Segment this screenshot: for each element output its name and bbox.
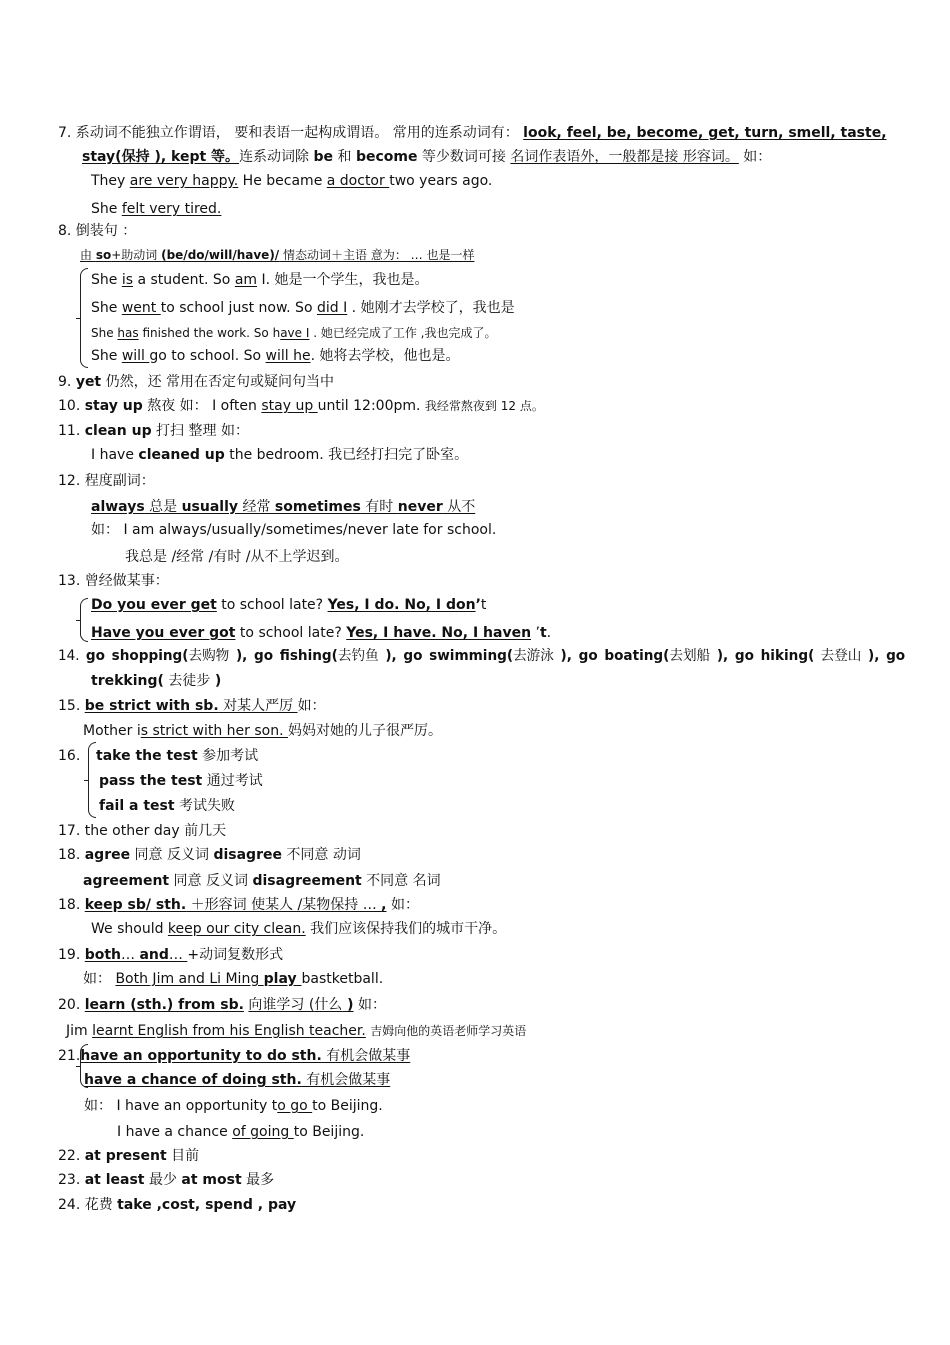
example-line: She will go to school. So will he. 她将去学校，他也是。 <box>91 348 460 364</box>
item-21-line-2: have a chance of doing sth. 有机会做某事 <box>84 1072 391 1088</box>
item-24: 24. 花费 take ,cost, spend , pay <box>58 1197 297 1213</box>
example-line: We should keep our city clean. 我们应该保持我们的城市干净。 <box>91 921 507 937</box>
item-20: 20. learn (sth.) from sb. 向谁学习 (什么 ) 如： <box>58 997 387 1013</box>
item-7-line-2: stay(保持 ), kept 等。连系动词除 be 和 become 等少数词可接 名词作表语外，一般都是接 形容词。 如： <box>82 149 772 165</box>
item-7-line-1: 7. 系动词不能独立作谓语， 要和表语一起构成谓语。 常用的连系动词有： look, feel, be, become, get, turn, smell, taste, <box>58 125 887 141</box>
item-18-line-1: 18. agree 同意 反义词 disagree 不同意 动词 <box>58 847 361 863</box>
item-8-rule: 由 so+助动词 (be/do/will/have)/ 情态动词＋主语 意为： … 也是一样 <box>80 248 475 262</box>
example-line: 如： I have an opportunity to go to Beijing. <box>84 1098 383 1114</box>
item-11: 11. clean up 打扫 整理 如： <box>58 423 249 439</box>
example-line: She is a student. So am I. 她是一个学生，我也是。 <box>91 272 429 288</box>
item-13-heading: 13. 曾经做某事： <box>58 573 169 589</box>
phrase-line: fail a test 考试失败 <box>99 798 235 814</box>
example-translation: 我总是 /经常 /有时 /从不上学迟到。 <box>125 549 349 565</box>
example-line: She went to school just now. So did I . 她刚才去学校了，我也是 <box>91 300 515 316</box>
brace <box>80 598 88 642</box>
item-22: 22. at present 目前 <box>58 1148 200 1164</box>
item-18-line-2: agreement 同意 反义词 disagreement 不同意 名词 <box>83 873 441 889</box>
brace <box>88 742 96 818</box>
item-8-heading: 8. 倒装句 ： <box>58 223 137 239</box>
item-23: 23. at least 最少 at most 最多 <box>58 1172 275 1188</box>
item-19: 19. both… and… +动词复数形式 <box>58 947 284 963</box>
example-line: They are very happy. He became a doctor two years ago. <box>91 173 493 189</box>
example-line: 如： I am always/usually/sometimes/never late for school. <box>91 522 497 538</box>
item-14-line-1: 14. go shopping(去购物 ), go fishing(去钓鱼 ), go swimming(去游泳 ), go boating(去划船 ), go hiking( 去登山 ), go <box>58 648 906 664</box>
item-18b: 18. keep sb/ sth. ＋形容词 使某人 /某物保持 … , 如： <box>58 897 419 913</box>
example-line: She felt very tired. <box>91 201 222 217</box>
example-line: She has finished the work. So have I . 她已经完成了工作 ,我也完成了。 <box>91 326 497 340</box>
brace <box>80 268 88 368</box>
phrase-line: pass the test 通过考试 <box>99 773 263 789</box>
example-line: Mother is strict with her son. 妈妈对她的儿子很严厉。 <box>83 723 443 739</box>
item-15: 15. be strict with sb. 对某人严厉 如： <box>58 698 326 714</box>
example-line: I have a chance of going to Beijing. <box>117 1124 365 1140</box>
item-9: 9. yet 仍然，还 常用在否定句或疑问句当中 <box>58 374 335 390</box>
item-12-heading: 12. 程度副词： <box>58 473 155 489</box>
item-17: 17. the other day 前几天 <box>58 823 227 839</box>
item-10: 10. stay up 熬夜 如： I often stay up until 12:00pm. 我经常熬夜到 12 点。 <box>58 398 544 414</box>
adverb-list: always 总是 usually 经常 sometimes 有时 never 从不 <box>91 499 476 515</box>
item-21-line-1: 21.have an opportunity to do sth. 有机会做某事 <box>58 1048 411 1064</box>
item-16-number: 16. <box>58 748 81 764</box>
example-line: I have cleaned up the bedroom. 我已经打扫完了卧室。 <box>91 447 469 463</box>
example-line: Jim learnt English from his English teacher. 吉姆向他的英语老师学习英语 <box>66 1023 527 1039</box>
example-line: Do you ever get to school late? Yes, I do. No, I don’t <box>91 597 487 613</box>
phrase-line: take the test 参加考试 <box>96 748 259 764</box>
item-14-line-2: trekking( 去徒步 ) <box>91 673 222 689</box>
example-line: 如： Both Jim and Li Ming play bastketball. <box>83 971 384 987</box>
example-line: Have you ever got to school late? Yes, I have. No, I haven ’t. <box>91 625 552 641</box>
